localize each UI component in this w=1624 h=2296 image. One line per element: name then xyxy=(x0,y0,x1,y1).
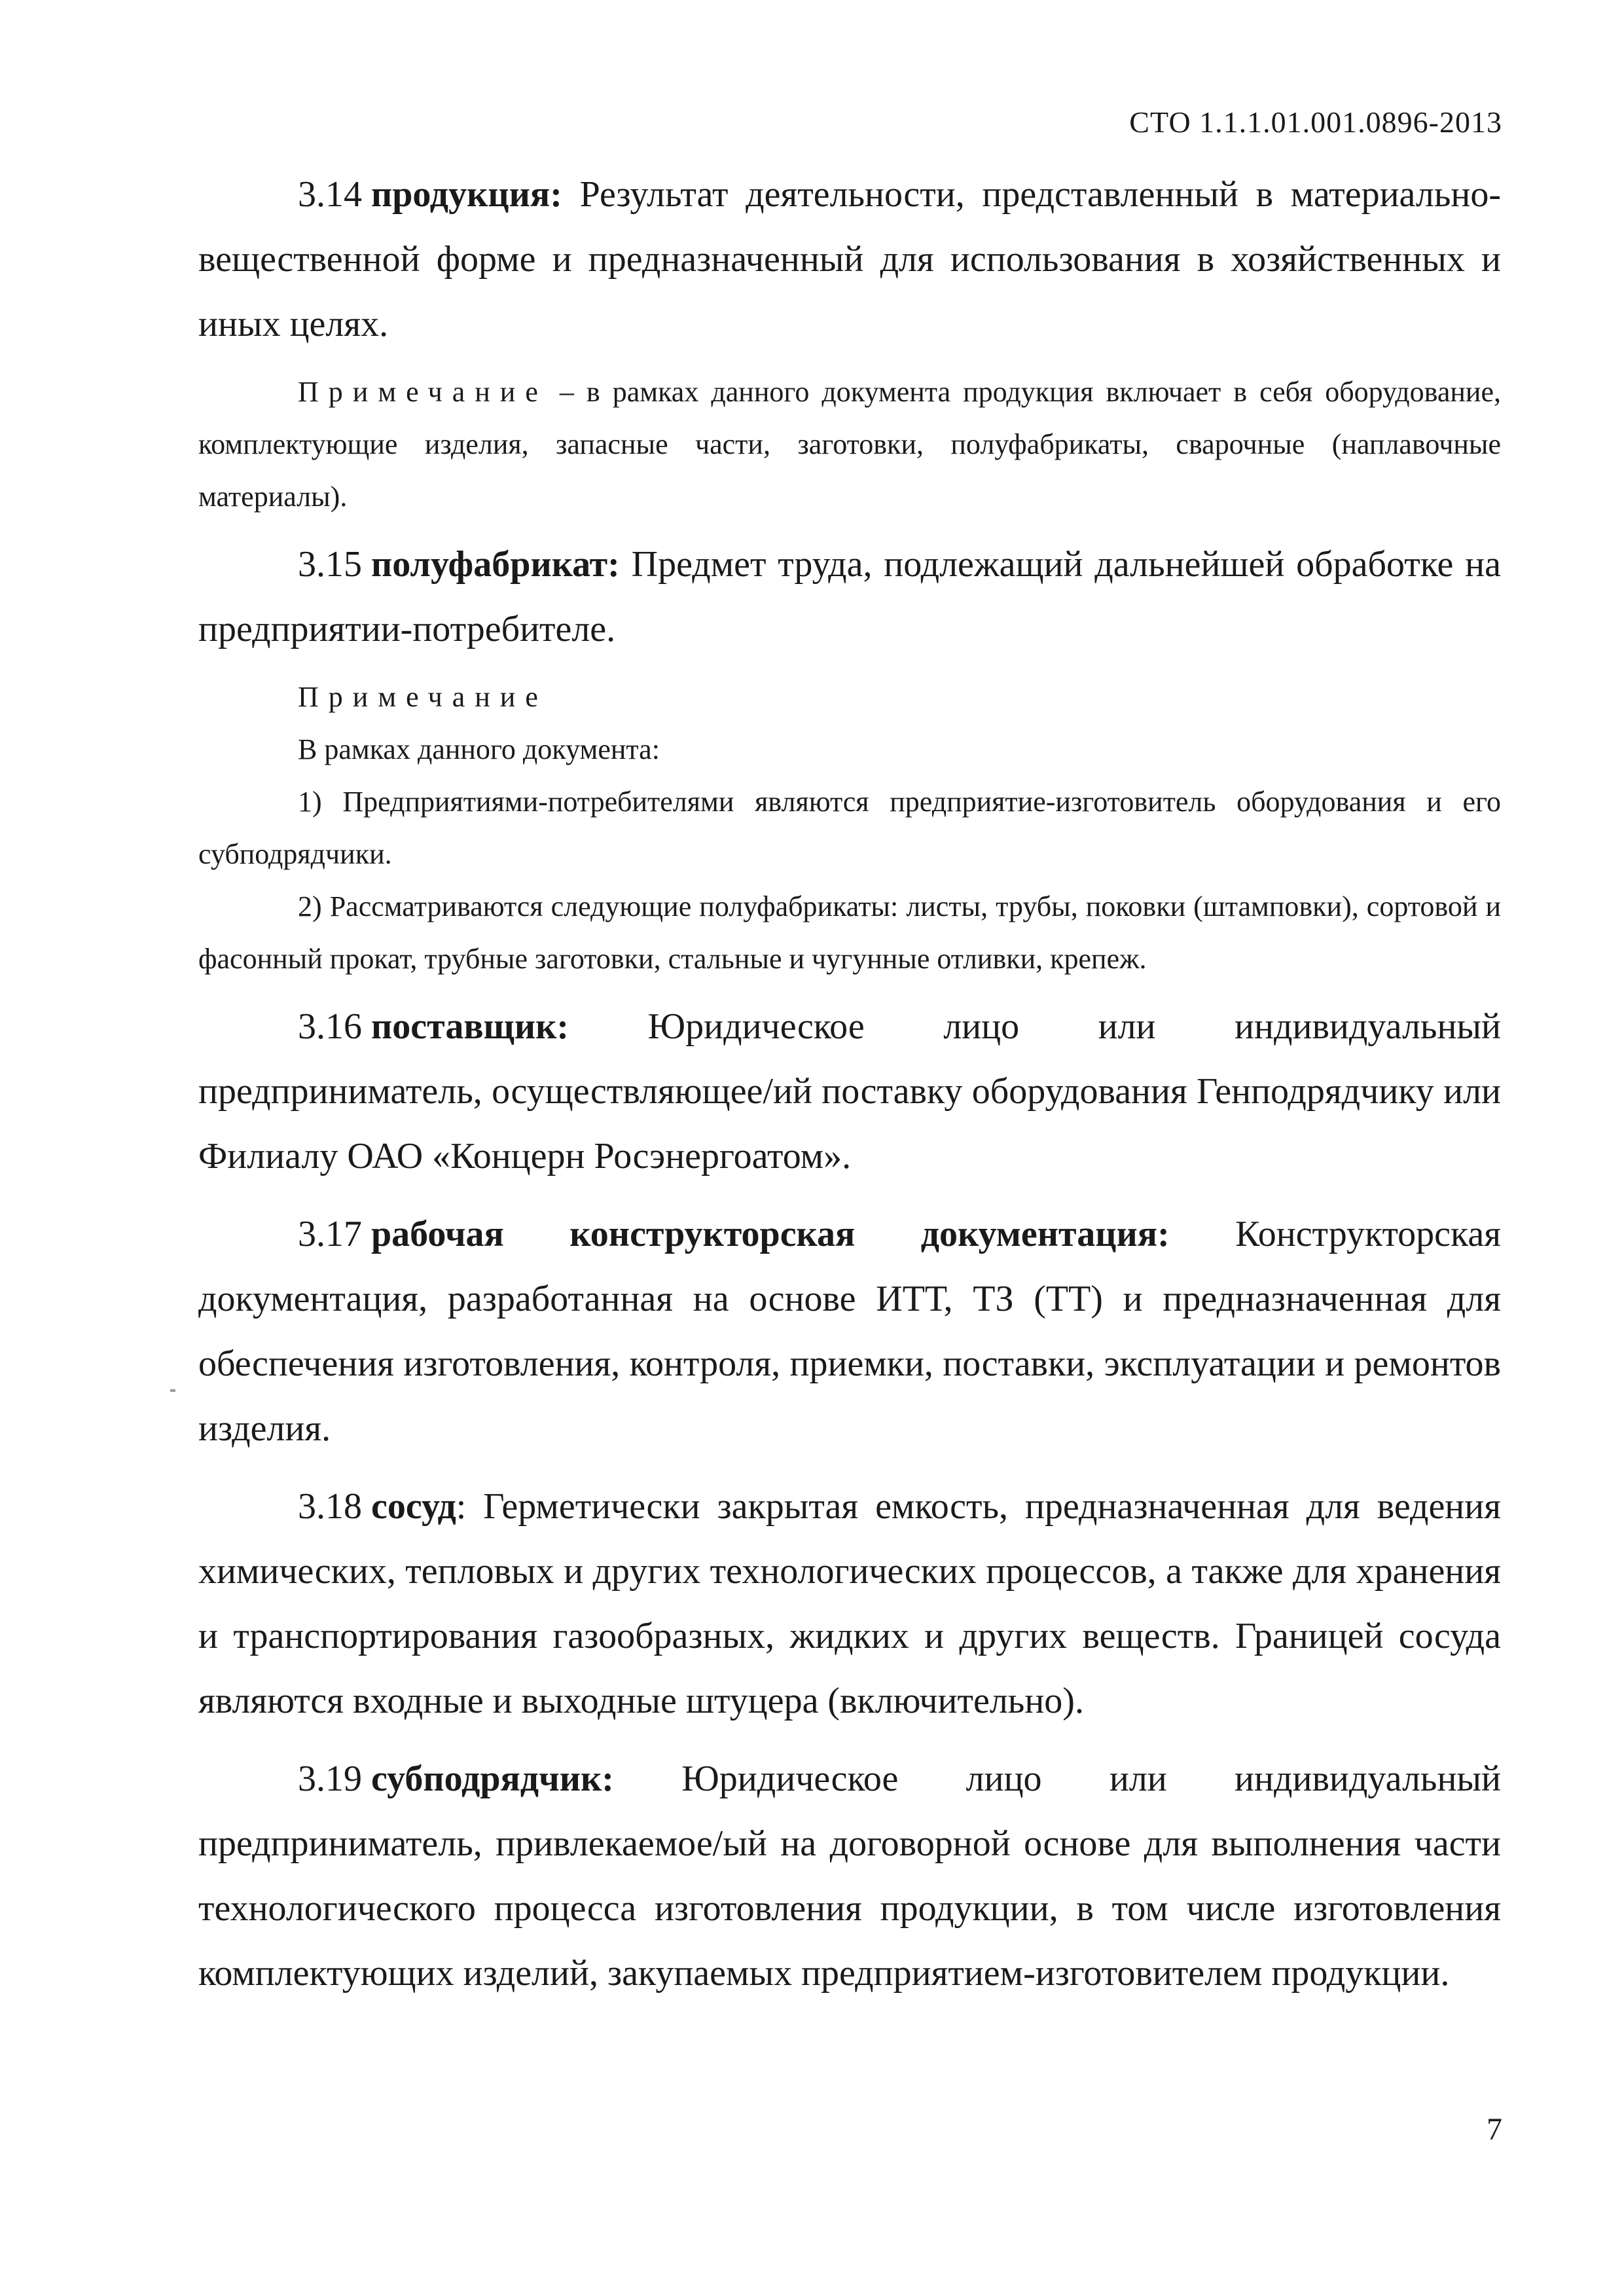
term-3-14 xyxy=(198,162,1501,357)
note-3-15-item-2: 2) Рассматриваются следующие полуфабрикаты: листы, трубы, поковки (штамповки), сортовой и фасонный прокат, трубные заготовки, стальные и чугунные отливки, крепеж. xyxy=(198,890,1501,975)
document-code: СТО 1.1.1.01.001.0896-2013 xyxy=(1129,105,1502,139)
term-definition: Юридическое лицо или индивидуальный предприниматель, привлекаемое/ый на договорной основе для выполнения части технологического процесса изготовления продукции, в том числе изготовления комплектующих изделий, закупаемых предприятием-изготовителем продукции. xyxy=(198,1758,1501,1994)
page-number: 7 xyxy=(1487,2112,1502,2147)
term-number: 3.16 xyxy=(298,1006,362,1047)
term-title: сосуд xyxy=(371,1486,456,1527)
note-label: Примечание xyxy=(298,681,548,713)
term-3-18 xyxy=(198,1474,1501,1734)
term-definition: Результат деятельности, представленный в материально-вещественной форме и предназначенный для использования в хозяйственных и иных целях. xyxy=(198,174,1501,344)
term-title: субподрядчик: xyxy=(371,1758,614,1799)
term-number: 3.14 xyxy=(298,174,362,215)
page-content xyxy=(198,162,1501,2006)
note-text: – в рамках данного документа продукция включает в себя оборудование, комплектующие изделия, запасные части, заготовки, полуфабрикаты, сварочные (наплавочные материалы). xyxy=(198,376,1501,513)
term-definition: Предмет труда, подлежащий дальнейшей обработке на предприятии-потребителе. xyxy=(198,544,1502,649)
term-number: 3.18 xyxy=(298,1486,362,1527)
term-title: рабочая конструкторская документация: xyxy=(371,1214,1170,1254)
term-definition: : Герметически закрытая емкость, предназначенная для ведения химических, тепловых и других технологических процессов, а также для хранения и транспортирования газообразных, жидких и других веществ. Границей сосуда являются входные и выходные штуцера (включительно). xyxy=(198,1486,1501,1721)
scan-margin-mark xyxy=(170,1389,175,1392)
term-title: полуфабрикат: xyxy=(371,544,620,585)
term-definition: Конструкторская документация, разработанная на основе ИТТ, ТЗ (ТТ) и предназначенная для обеспечения изготовления, контроля, приемки, поставки, эксплуатации и ремонтов изделия. xyxy=(198,1214,1502,1449)
term-definition: Юридическое лицо или индивидуальный предприниматель, осуществляющее/ий поставку оборудования Генподрядчику или Филиалу ОАО «Концерн Росэнергоатом». xyxy=(198,1006,1501,1176)
term-title: продукция: xyxy=(371,174,562,215)
term-3-16 xyxy=(198,994,1501,1189)
term-number: 3.15 xyxy=(298,544,362,585)
note-3-15-label xyxy=(198,671,1501,723)
term-3-17 xyxy=(198,1202,1501,1461)
note-3-15-intro: В рамках данного документа: xyxy=(298,733,660,765)
term-number: 3.17 xyxy=(298,1214,362,1254)
note-3-15-item-1: 1) Предприятиями-потребителями являются предприятие-изготовитель оборудования и его субподрядчики. xyxy=(198,786,1501,870)
note-3-14 xyxy=(198,366,1501,523)
note-label: Примечание xyxy=(298,376,548,408)
term-number: 3.19 xyxy=(298,1758,362,1799)
term-title: поставщик: xyxy=(371,1006,569,1047)
term-3-15 xyxy=(198,532,1501,662)
term-3-19 xyxy=(198,1747,1501,2006)
